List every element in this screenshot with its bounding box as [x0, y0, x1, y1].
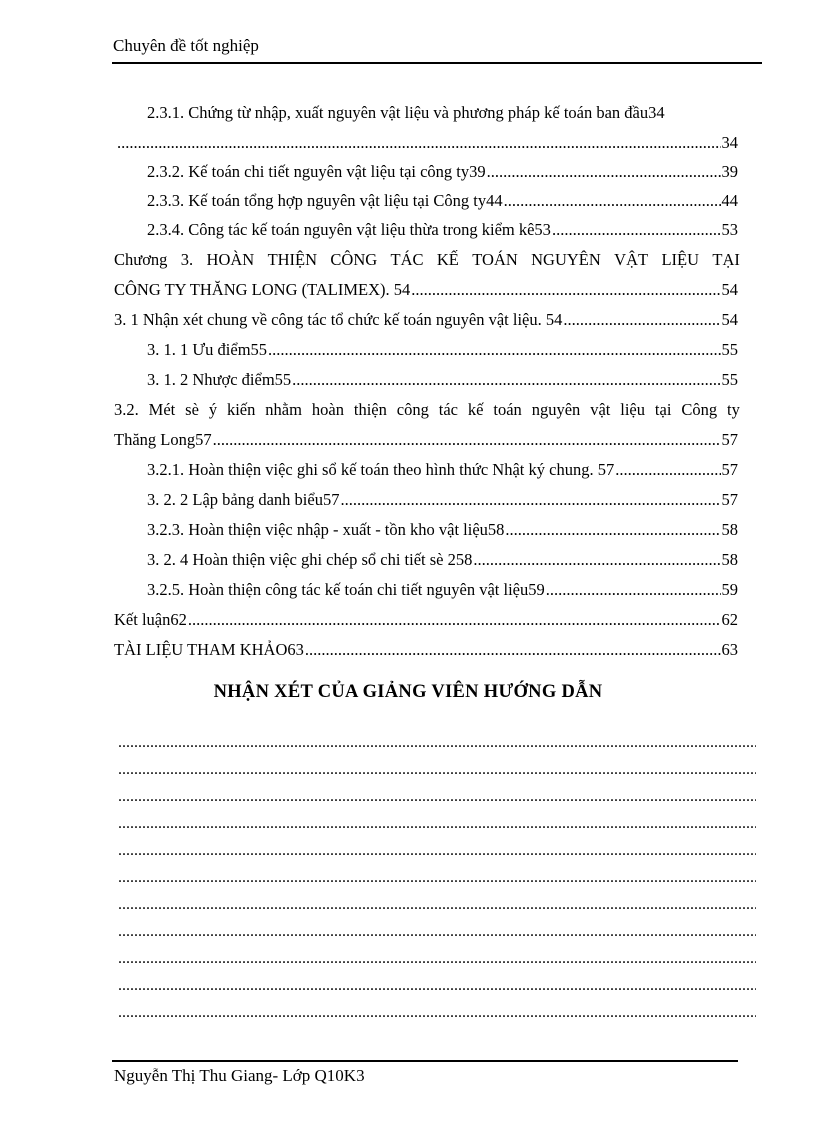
toc-entry-word: ty	[727, 400, 740, 419]
toc-page-number: 54	[721, 280, 738, 299]
toc-entry-word: tại	[654, 400, 672, 419]
toc-entry-text: 3. 1. 2 Nhược điểm55	[147, 370, 292, 389]
toc-page-number: 59	[721, 580, 738, 599]
toc-leader-dots	[340, 488, 720, 512]
toc-entry-3-2-line1	[114, 398, 740, 422]
toc-entry-2-3-1-line1	[147, 101, 742, 125]
toc-entry-word: công	[396, 400, 429, 419]
comment-dotted-line	[118, 842, 756, 860]
toc-entry-chapter-3-line1	[114, 248, 740, 272]
toc-page-number: 58	[721, 550, 738, 569]
toc-entry-3-2-line2	[114, 428, 738, 452]
toc-page-number: 54	[721, 310, 738, 329]
toc-entry-word: kế	[467, 400, 484, 419]
toc-entry-word: kiến	[226, 400, 256, 419]
toc-leader-dots	[292, 368, 720, 392]
toc-entry-3-1	[114, 308, 738, 332]
toc-entry-word: 3.	[180, 250, 194, 269]
toc-entry-text: TÀI LIỆU THAM KHẢO63	[114, 640, 304, 659]
toc-entry-word: HOÀN	[206, 250, 255, 269]
toc-page-number: 57	[721, 490, 738, 509]
toc-entry-word: thiện	[353, 400, 387, 419]
toc-entry-text: 2.3.4. Công tác kế toán nguyên vật liệu thừa trong kiểm kê53	[147, 220, 551, 239]
toc-leader-dots	[117, 131, 721, 155]
toc-entry-2-3-2	[147, 160, 738, 184]
toc-entry-word: Công	[681, 400, 718, 419]
toc-entry-text: 3.2.3. Hoàn thiện việc nhập - xuất - tồn kho vật liệu58	[147, 520, 505, 539]
toc-entry-text: 2.3.3. Kế toán tổng hợp nguyên vật liệu tại Công ty44	[147, 191, 503, 210]
toc-entry-word: THIỆN	[267, 250, 318, 269]
toc-page-number: 55	[721, 370, 738, 389]
toc-entry-3-2-4	[147, 548, 738, 572]
toc-entry-word: 3.2.	[114, 400, 139, 419]
toc-entry-word: Chương	[114, 250, 168, 269]
toc-page-number: 57	[721, 460, 738, 479]
toc-entry-word: KẾ	[436, 250, 459, 269]
footer-divider	[112, 1060, 738, 1062]
toc-leader-dots	[213, 428, 721, 452]
toc-entry-chapter-3-line2	[114, 278, 738, 302]
toc-entry-word: ý	[208, 400, 218, 419]
header-divider	[112, 62, 762, 64]
toc-entry-text: 3. 2. 2 Lập bảng danh biểu57	[147, 490, 340, 509]
toc-entry-text: Kết luận62	[114, 610, 187, 629]
toc-leader-dots	[504, 189, 721, 213]
toc-entry-word: CÔNG	[330, 250, 378, 269]
toc-entry-text: 2.3.2. Kế toán chi tiết nguyên vật liệu tại công ty39	[147, 162, 486, 181]
page-header-title: Chuyên đề tốt nghiệp	[113, 36, 259, 55]
comment-dotted-line	[118, 1004, 756, 1022]
toc-entry-text: 3.2.5. Hoàn thiện công tác kế toán chi tiết nguyên vật liệu59	[147, 580, 545, 599]
toc-page-number: 44	[721, 191, 738, 210]
toc-entry-word: VẬT	[614, 250, 649, 269]
toc-page-number: 34	[721, 133, 738, 152]
toc-entry-word: LIỆU	[661, 250, 700, 269]
toc-leader-dots	[487, 160, 721, 184]
toc-entry-references	[114, 638, 738, 662]
toc-entry-text: 3. 1. 1 Ưu điểm55	[147, 340, 268, 359]
comment-dotted-line	[118, 734, 756, 752]
comment-dotted-line	[118, 950, 756, 968]
toc-page-number: 53	[721, 220, 738, 239]
comment-dotted-line	[118, 977, 756, 995]
comment-section-title: NHẬN XÉT CỦA GIẢNG VIÊN HƯỚNG DẪN	[213, 682, 603, 702]
toc-entry-word: toán	[493, 400, 522, 419]
toc-entry-text: 3. 2. 4 Hoàn thiện việc ghi chép sổ chi tiết sè 258	[147, 550, 473, 569]
comment-dotted-line	[118, 869, 756, 887]
toc-page-number: 55	[721, 340, 738, 359]
toc-entry-word: nhằm	[265, 400, 302, 419]
toc-leader-dots	[552, 218, 721, 242]
toc-leader-dots	[268, 338, 720, 362]
toc-entry-2-3-4	[147, 218, 738, 242]
toc-leader-dots	[188, 608, 721, 632]
toc-leader-dots	[615, 458, 720, 482]
toc-entry-2-3-3	[147, 189, 738, 213]
toc-entry-3-2-1	[147, 458, 738, 482]
toc-entry-word: liệu	[620, 400, 646, 419]
toc-entry-word: hoàn	[311, 400, 344, 419]
toc-leader-dots	[305, 638, 721, 662]
page-footer-author: Nguyễn Thị Thu Giang- Lớp Q10K3	[114, 1066, 365, 1085]
toc-entry-text: 3.2.1. Hoàn thiện việc ghi sổ kế toán theo hình thức Nhật ký chung. 57	[147, 460, 615, 479]
comment-dotted-line	[118, 788, 756, 806]
toc-entry-3-1-1	[147, 338, 738, 362]
toc-leader-dots	[546, 578, 721, 602]
toc-entry-word: vật	[590, 400, 611, 419]
toc-entry-3-2-2	[147, 488, 738, 512]
toc-entry-word: TÁC	[390, 250, 424, 269]
toc-entry-3-1-2	[147, 368, 738, 392]
toc-leader-dots	[411, 278, 720, 302]
toc-entry-3-2-3	[147, 518, 738, 542]
toc-entry-text: Thăng Long57	[114, 430, 212, 449]
toc-entry-text: CÔNG TY THĂNG LONG (TALIMEX). 54	[114, 280, 411, 299]
toc-entry-text: 3. 1 Nhận xét chung về công tác tổ chức kế toán nguyên vật liệu. 54	[114, 310, 563, 329]
comment-dotted-line	[118, 923, 756, 941]
toc-entry-word: sè	[185, 400, 199, 419]
toc-entry-word: TOÁN	[472, 250, 518, 269]
toc-page-number: 58	[721, 520, 738, 539]
toc-page-number: 63	[721, 640, 738, 659]
toc-leader-dots	[473, 548, 720, 572]
toc-entry-3-2-5	[147, 578, 738, 602]
toc-entry-word: TẠI	[712, 250, 740, 269]
toc-entry-2-3-1-line2	[116, 131, 738, 155]
toc-leader-dots	[505, 518, 720, 542]
toc-entry-word: tác	[438, 400, 458, 419]
toc-leader-dots	[563, 308, 720, 332]
toc-page-number: 39	[721, 162, 738, 181]
comment-dotted-line	[118, 761, 756, 779]
toc-page-number: 62	[721, 610, 738, 629]
comment-dotted-line	[118, 896, 756, 914]
toc-entry-word: NGUYÊN	[531, 250, 601, 269]
comment-dotted-line	[118, 815, 756, 833]
toc-entry-word: nguyên	[531, 400, 581, 419]
toc-entry-text: 2.3.1. Chứng từ nhập, xuất nguyên vật liệu và phương pháp kế toán ban đầu34	[147, 103, 665, 122]
toc-entry-conclusion	[114, 608, 738, 632]
toc-entry-word: Mét	[148, 400, 176, 419]
toc-page-number: 57	[721, 430, 738, 449]
